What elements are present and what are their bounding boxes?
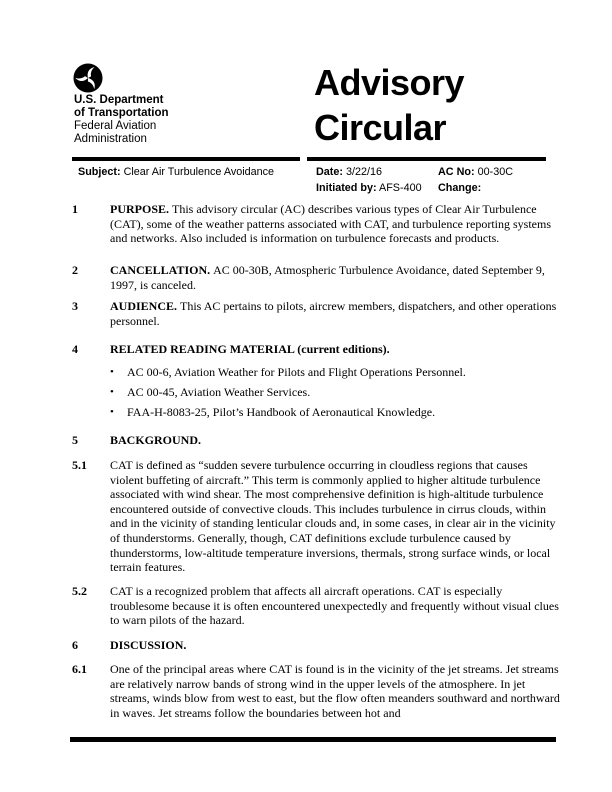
document-title-line-2: Circular — [314, 107, 447, 148]
header-rule — [72, 157, 546, 161]
paragraph-text: This AC pertains to pilots, aircrew members, dispatchers, and other operations personnel. — [110, 299, 557, 328]
bullet-icon: • — [110, 386, 114, 399]
section-discussion-6-1 — [72, 662, 561, 720]
change-label: Change: — [438, 182, 482, 194]
list-item-text: AC 00-45, Aviation Weather Services. — [127, 385, 311, 400]
document-meta-block — [0, 163, 612, 199]
list-item-text: FAA-H-8083-25, Pilot’s Handbook of Aeronautical Knowledge. — [127, 405, 436, 420]
paragraph-number: 6.1 — [72, 662, 87, 676]
header-rule-right-segment — [307, 157, 546, 161]
date-line — [316, 164, 422, 180]
paragraph-number: 5.2 — [72, 584, 87, 598]
footer-rule — [70, 737, 556, 742]
paragraph-number: 3 — [72, 299, 78, 313]
bullet-icon: • — [110, 406, 114, 419]
paragraph-heading: CANCELLATION. — [110, 263, 211, 277]
initiated-by-value: AFS-400 — [379, 182, 422, 194]
paragraph-number: 6 — [72, 638, 78, 652]
section-background-5-1 — [72, 458, 561, 575]
paragraph-text: One of the principal areas where CAT is found is in the vicinity of the jet streams. Jet streams are relatively narrow bands of strong wind in the upper levels of the atmosphere. In jet streams, winds blow from west to east, but the flow often meanders southward and northward in waves. Jet streams follow the boundaries between hot and — [110, 662, 560, 720]
list-item — [110, 385, 561, 400]
paragraph-heading: BACKGROUND. — [110, 433, 202, 447]
header-rule-gap — [300, 157, 307, 161]
paragraph-number: 5.1 — [72, 458, 87, 472]
list-item-text: AC 00-6, Aviation Weather for Pilots and Flight Operations Personnel. — [127, 365, 466, 379]
section-background-5-2 — [72, 584, 561, 628]
paragraph-heading: RELATED READING MATERIAL (current editions). — [110, 342, 390, 356]
date-value: 3/22/16 — [346, 166, 383, 178]
section-discussion — [72, 638, 561, 653]
section-purpose — [72, 202, 561, 246]
agency-line-1: U.S. Department — [74, 94, 164, 106]
paragraph-text: AC 00-30B, Atmospheric Turbulence Avoidance, dated September 9, 1997, is canceled. — [110, 263, 545, 292]
paragraph-text: CAT is defined as “sudden severe turbulence occurring in cloudless regions that causes violent buffeting of aircraft.” This term is commonly applied to higher altitude turbulence associated with wind shear. The most comprehensive definition is high-altitude turbulence encountered outside of convective clouds. This includes turbulence in cirrus clouds, within and in the vicinity of standing lenticular clouds and, in some cases, in clear air in the vicinity of thunderstorms. Generally, though, CAT definitions exclude turbulence caused by thunderstorms, low-altitude temperature inversions, thermals, strong surface winds, or local terrain features. — [110, 458, 556, 575]
date-label: Date: — [316, 166, 343, 178]
paragraph-text: CAT is a recognized problem that affects all aircraft operations. CAT is especially troublesome because it is often encountered unexpectedly and frequently without visual clues to warn pilots of the hazard. — [110, 584, 559, 628]
paragraph-heading: DISCUSSION. — [110, 638, 187, 652]
agency-name-block — [74, 94, 169, 146]
section-related-reading — [72, 342, 561, 357]
subject-value: Clear Air Turbulence Avoidance — [123, 166, 275, 178]
header-rule-left-segment — [72, 157, 300, 161]
ac-no-line — [438, 164, 513, 180]
agency-line-2: of Transportation — [74, 107, 169, 119]
change-line — [438, 180, 513, 196]
ac-no-value: 00-30C — [477, 166, 514, 178]
section-audience — [72, 299, 561, 328]
date-initiated-column — [316, 164, 422, 196]
dot-triskelion-icon — [73, 63, 103, 93]
paragraph-number: 4 — [72, 342, 78, 356]
document-title-line-1: Advisory — [314, 62, 465, 103]
list-item — [110, 405, 561, 420]
ac-no-label: AC No: — [438, 166, 475, 178]
agency-line-3: Federal Aviation — [74, 120, 157, 132]
us-dot-logo — [73, 63, 103, 93]
section-background — [72, 433, 561, 448]
subject-label: Subject: — [78, 166, 121, 178]
subject-line — [78, 164, 274, 180]
document-title — [314, 60, 464, 150]
list-item — [110, 365, 561, 380]
agency-line-4: Administration — [74, 133, 147, 145]
related-reading-list — [110, 365, 561, 426]
initiated-by-label: Initiated by: — [316, 182, 377, 194]
paragraph-heading: AUDIENCE. — [110, 299, 178, 313]
bullet-icon: • — [110, 366, 114, 378]
paragraph-number: 2 — [72, 263, 78, 277]
acno-change-column — [438, 164, 513, 196]
paragraph-text: This advisory circular (AC) describes various types of Clear Air Turbulence (CAT), some of the weather patterns associated with CAT, and turbulence reporting systems and networks. Also included is information on turbulence forecasts and products. — [110, 202, 551, 246]
initiated-by-line — [316, 180, 422, 196]
paragraph-number: 5 — [72, 433, 78, 447]
section-cancellation — [72, 263, 561, 292]
paragraph-number: 1 — [72, 202, 78, 216]
paragraph-heading: PURPOSE. — [110, 202, 170, 216]
